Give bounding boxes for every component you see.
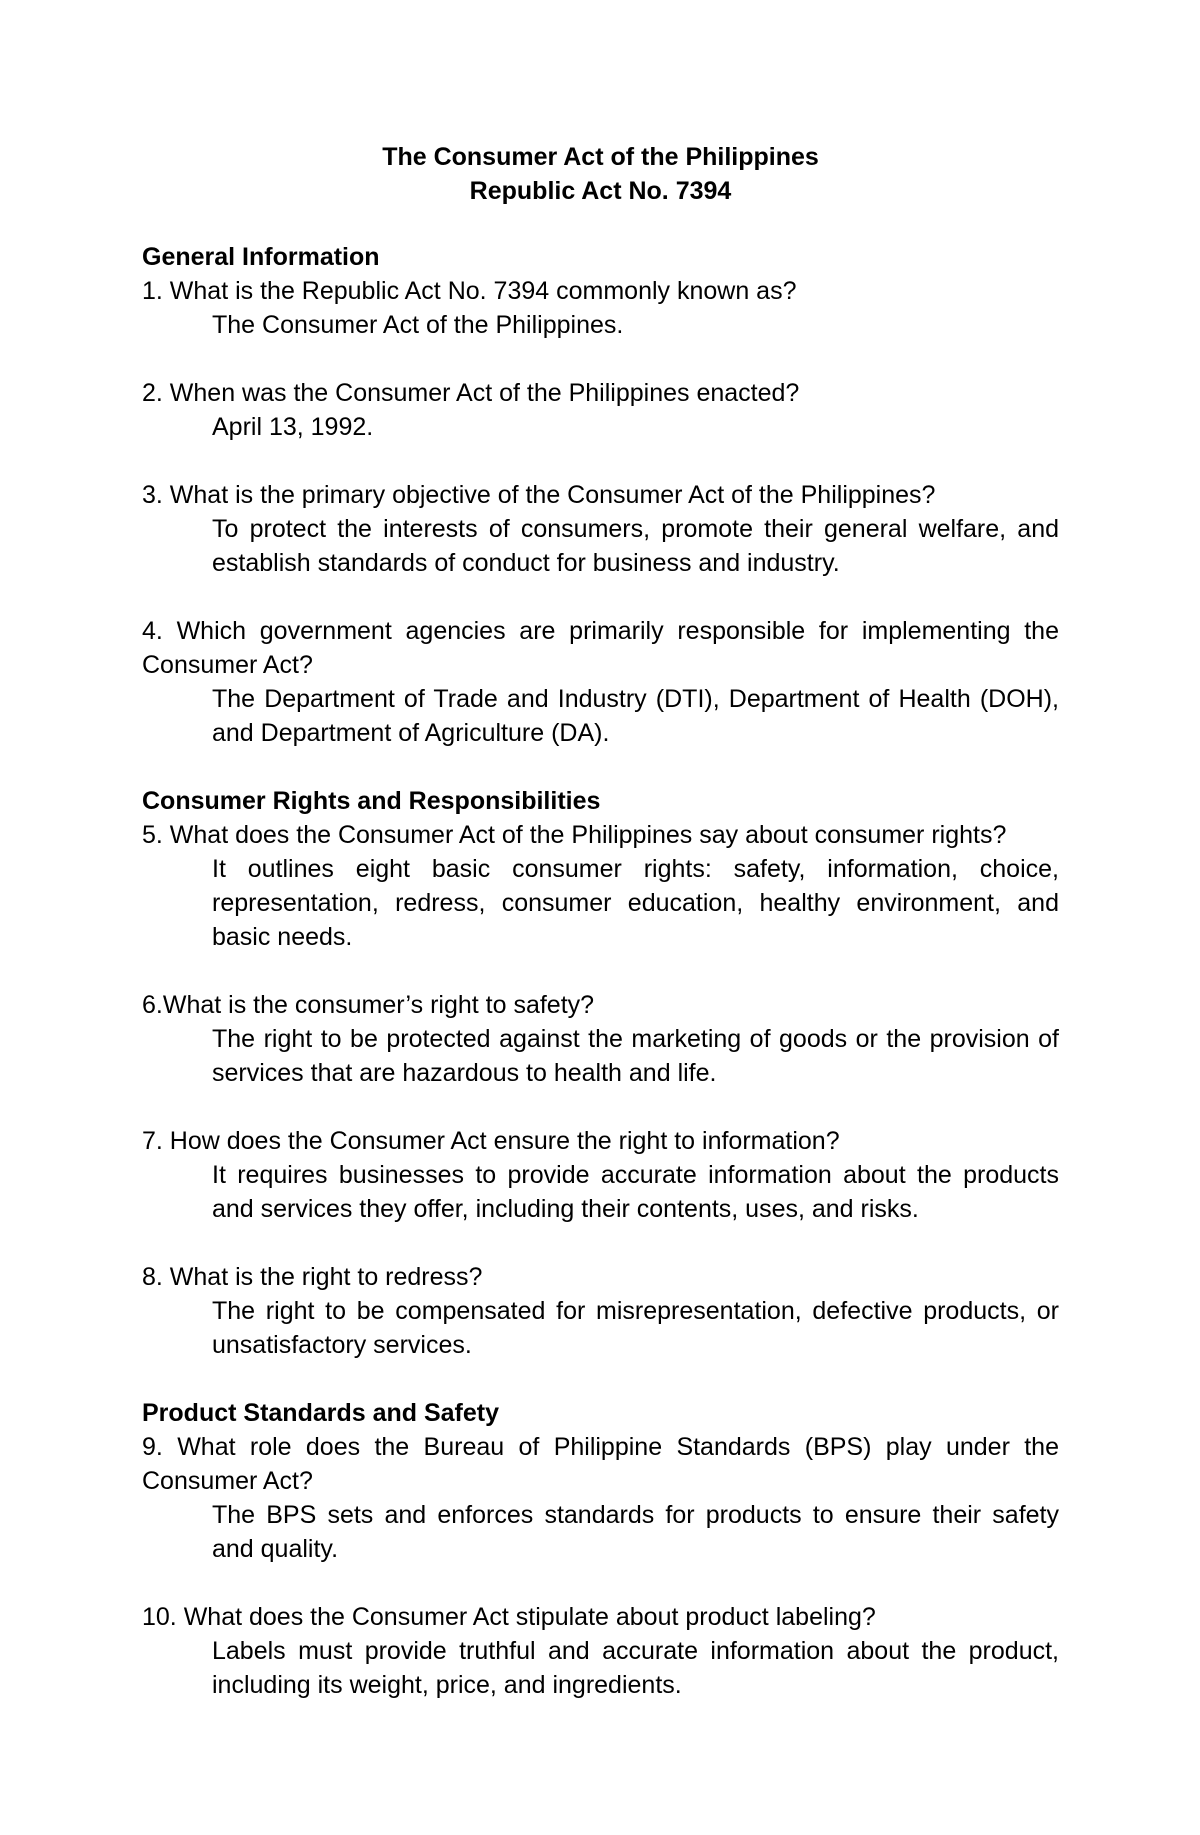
qa-item <box>142 274 1059 342</box>
section-heading: Product Standards and Safety <box>142 1399 500 1427</box>
answer-text: The Consumer Act of the Philippines. <box>212 311 624 339</box>
answer-text: The Department of Trade and Industry (DTI), Department of Health (DOH), and Department of Agriculture (DA). <box>212 685 1059 747</box>
question-text: 2. When was the Consumer Act of the Philippines enacted? <box>142 379 800 407</box>
question-text: 10. What does the Consumer Act stipulate about product labeling? <box>142 1603 876 1631</box>
question-text: 7. How does the Consumer Act ensure the right to information? <box>142 1127 840 1155</box>
answer-text: To protect the interests of consumers, promote their general welfare, and establish standards of conduct for business and industry. <box>212 515 1059 577</box>
answer-text: The right to be protected against the marketing of goods or the provision of services that are hazardous to health and life. <box>212 1025 1059 1087</box>
section-heading: General Information <box>142 243 380 271</box>
question-text: 4. Which government agencies are primarily responsible for implementing the Consumer Act? <box>142 617 1059 679</box>
qa-item <box>142 1430 1059 1566</box>
answer-text: Labels must provide truthful and accurate information about the product, including its weight, price, and ingredients. <box>212 1637 1059 1699</box>
answer-text: April 13, 1992. <box>212 413 374 441</box>
answer-text: The BPS sets and enforces standards for products to ensure their safety and quality. <box>212 1501 1059 1563</box>
answer-text: It outlines eight basic consumer rights: safety, information, choice, representation, redress, consumer education, healthy environment, and basic needs. <box>212 855 1059 951</box>
section-consumer-rights <box>142 784 1059 1362</box>
qa-item <box>142 818 1059 954</box>
qa-item <box>142 376 1059 444</box>
qa-item <box>142 1260 1059 1362</box>
question-text: 1. What is the Republic Act No. 7394 commonly known as? <box>142 277 797 305</box>
question-text: 9. What role does the Bureau of Philippine Standards (BPS) play under the Consumer Act? <box>142 1433 1059 1495</box>
document-title: The Consumer Act of the Philippines <box>382 143 819 171</box>
title-block <box>142 140 1059 208</box>
answer-text: It requires businesses to provide accurate information about the products and services they offer, including their contents, uses, and risks. <box>212 1161 1059 1223</box>
qa-item <box>142 1600 1059 1702</box>
qa-item <box>142 1124 1059 1226</box>
qa-item <box>142 614 1059 750</box>
qa-item <box>142 478 1059 580</box>
question-text: 6.What is the consumer’s right to safety? <box>142 991 595 1019</box>
question-text: 8. What is the right to redress? <box>142 1263 483 1291</box>
document-body <box>142 140 1059 1736</box>
section-general-information <box>142 240 1059 750</box>
document-subtitle: Republic Act No. 7394 <box>469 177 732 205</box>
question-text: 3. What is the primary objective of the Consumer Act of the Philippines? <box>142 481 936 509</box>
qa-item <box>142 988 1059 1090</box>
section-product-standards <box>142 1396 1059 1702</box>
question-text: 5. What does the Consumer Act of the Philippines say about consumer rights? <box>142 821 1007 849</box>
answer-text: The right to be compensated for misrepresentation, defective products, or unsatisfactory services. <box>212 1297 1059 1359</box>
section-heading: Consumer Rights and Responsibilities <box>142 787 601 815</box>
